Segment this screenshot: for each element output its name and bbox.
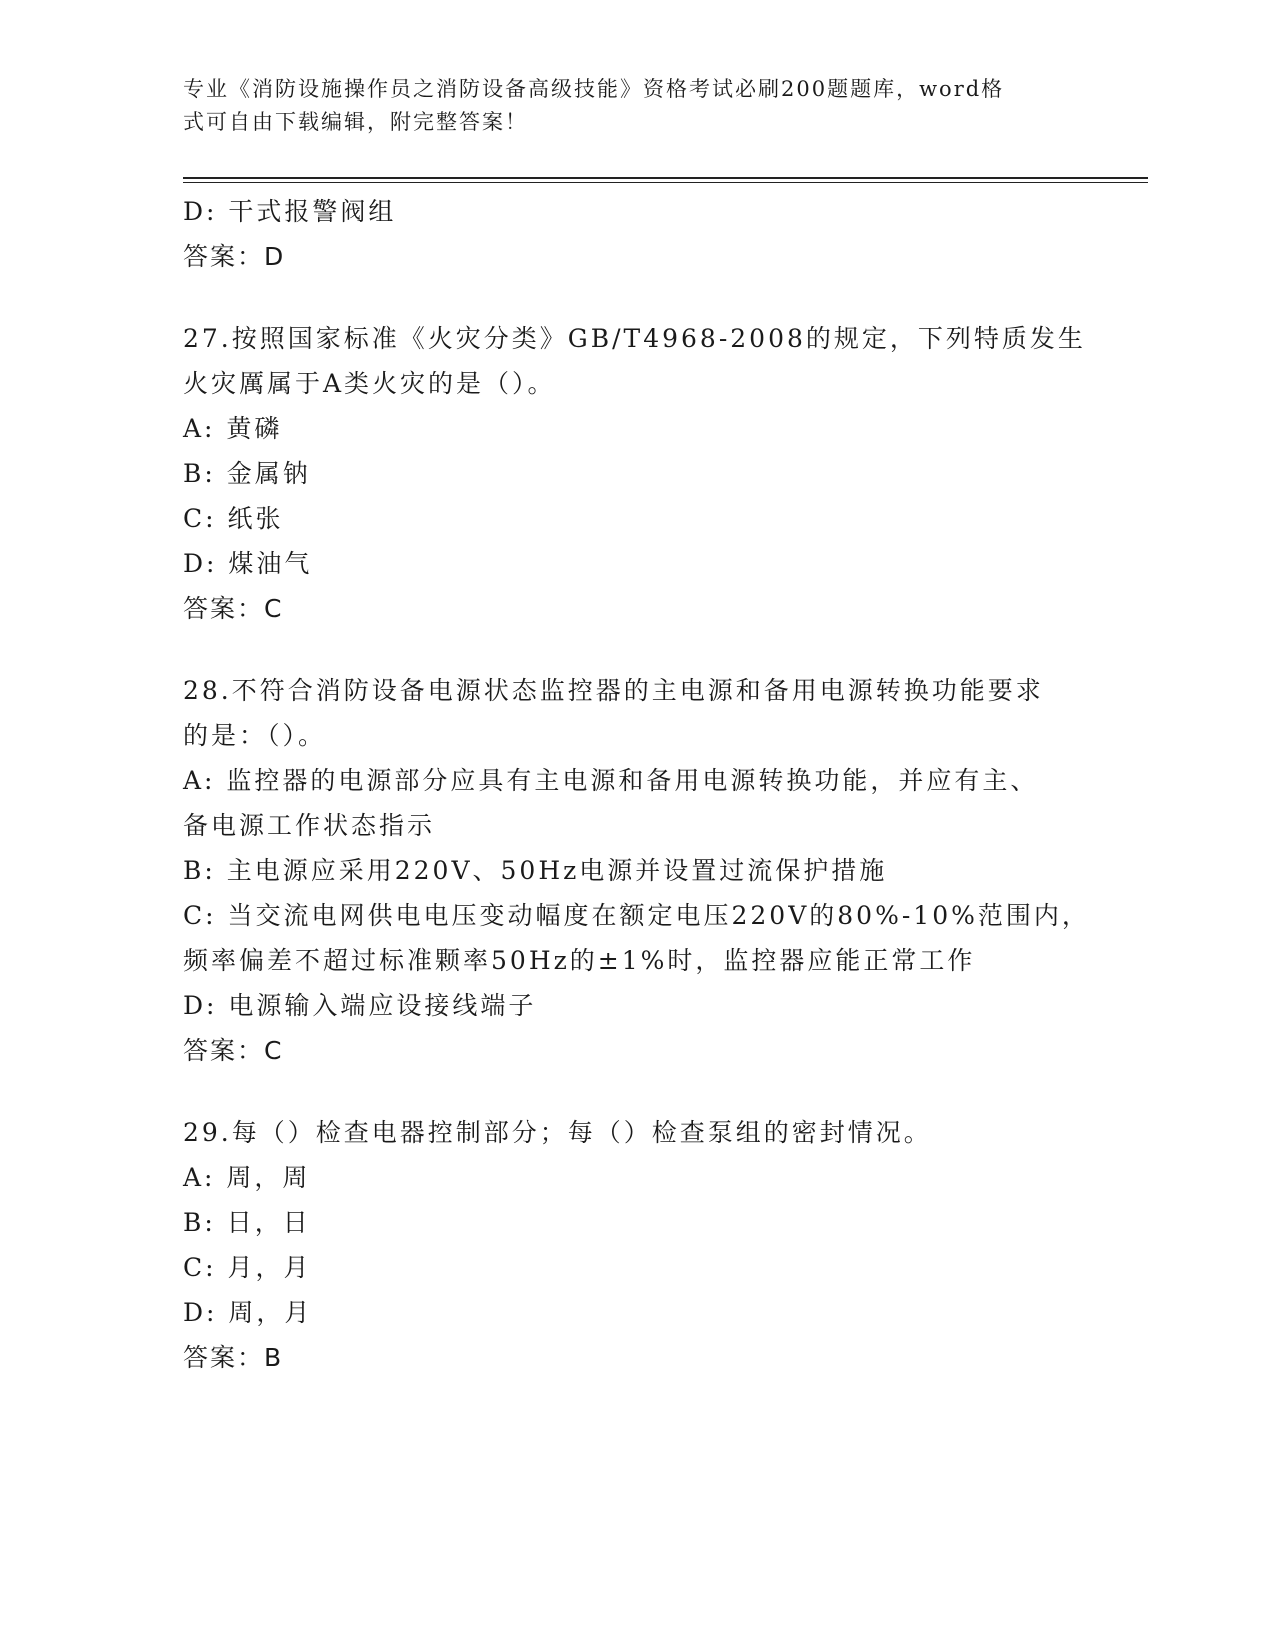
option-d: D: 干式报警阀组 — [183, 197, 397, 226]
question-stem: 29.每（）检查电器控制部分；每（）检查泵组的密封情况。 — [183, 1118, 932, 1147]
option-c-cont: 频率偏差不超过标准颗率50Hz的±1%时，监控器应能正常工作 — [183, 946, 976, 975]
option-a: A: 黄磷 — [183, 414, 283, 443]
question-27 — [183, 316, 1086, 631]
header-line-1: 专业《消防设施操作员之消防设备高级技能》资格考试必刷200题题库，word格 — [183, 77, 1005, 101]
option-d: D: 煤油气 — [183, 549, 313, 578]
option-b: B: 金属钠 — [183, 459, 311, 488]
option-a: A: 周，周 — [183, 1163, 311, 1192]
option-a: A: 监控器的电源部分应具有主电源和备用电源转换功能，并应有主、 — [183, 766, 1039, 795]
question-stem-cont: 火灾厲属于A类火灾的是（）。 — [183, 369, 556, 398]
question-26-tail — [183, 189, 1083, 279]
option-b: B: 日，日 — [183, 1208, 311, 1237]
answer-line: 答案：C — [183, 1036, 284, 1065]
answer-line: 答案：D — [183, 242, 286, 271]
question-content — [183, 189, 1090, 1380]
header-rule-thick — [183, 177, 1148, 179]
spacer — [183, 631, 1083, 668]
question-28 — [183, 668, 1090, 1073]
question-stem: 27.按照国家标准《火灾分类》GB/T4968-2008的规定，下列特质发生 — [183, 324, 1086, 353]
option-c: C: 当交流电网供电电压变动幅度在额定电压220V的80%-10%范围内， — [183, 901, 1090, 930]
header-line-2: 式可自由下载编辑，附完整答案！ — [183, 110, 528, 134]
option-c: C: 月，月 — [183, 1253, 312, 1282]
document-header — [183, 73, 1063, 139]
answer-line: 答案：C — [183, 594, 284, 623]
spacer — [183, 1073, 1083, 1110]
option-a-cont: 备电源工作状态指示 — [183, 811, 436, 840]
answer-line: 答案：B — [183, 1343, 284, 1372]
option-b: B: 主电源应采用220V、50Hz电源并设置过流保护措施 — [183, 856, 888, 885]
header-rule-thin — [183, 182, 1148, 183]
spacer — [183, 279, 1083, 316]
option-c: C: 纸张 — [183, 504, 284, 533]
option-d: D: 电源输入端应设接线端子 — [183, 991, 537, 1020]
question-stem-cont: 的是：（）。 — [183, 721, 327, 750]
option-d: D: 周，月 — [183, 1298, 313, 1327]
question-29 — [183, 1110, 1083, 1380]
question-stem: 28.不符合消防设备电源状态监控器的主电源和备用电源转换功能要求 — [183, 676, 1044, 705]
